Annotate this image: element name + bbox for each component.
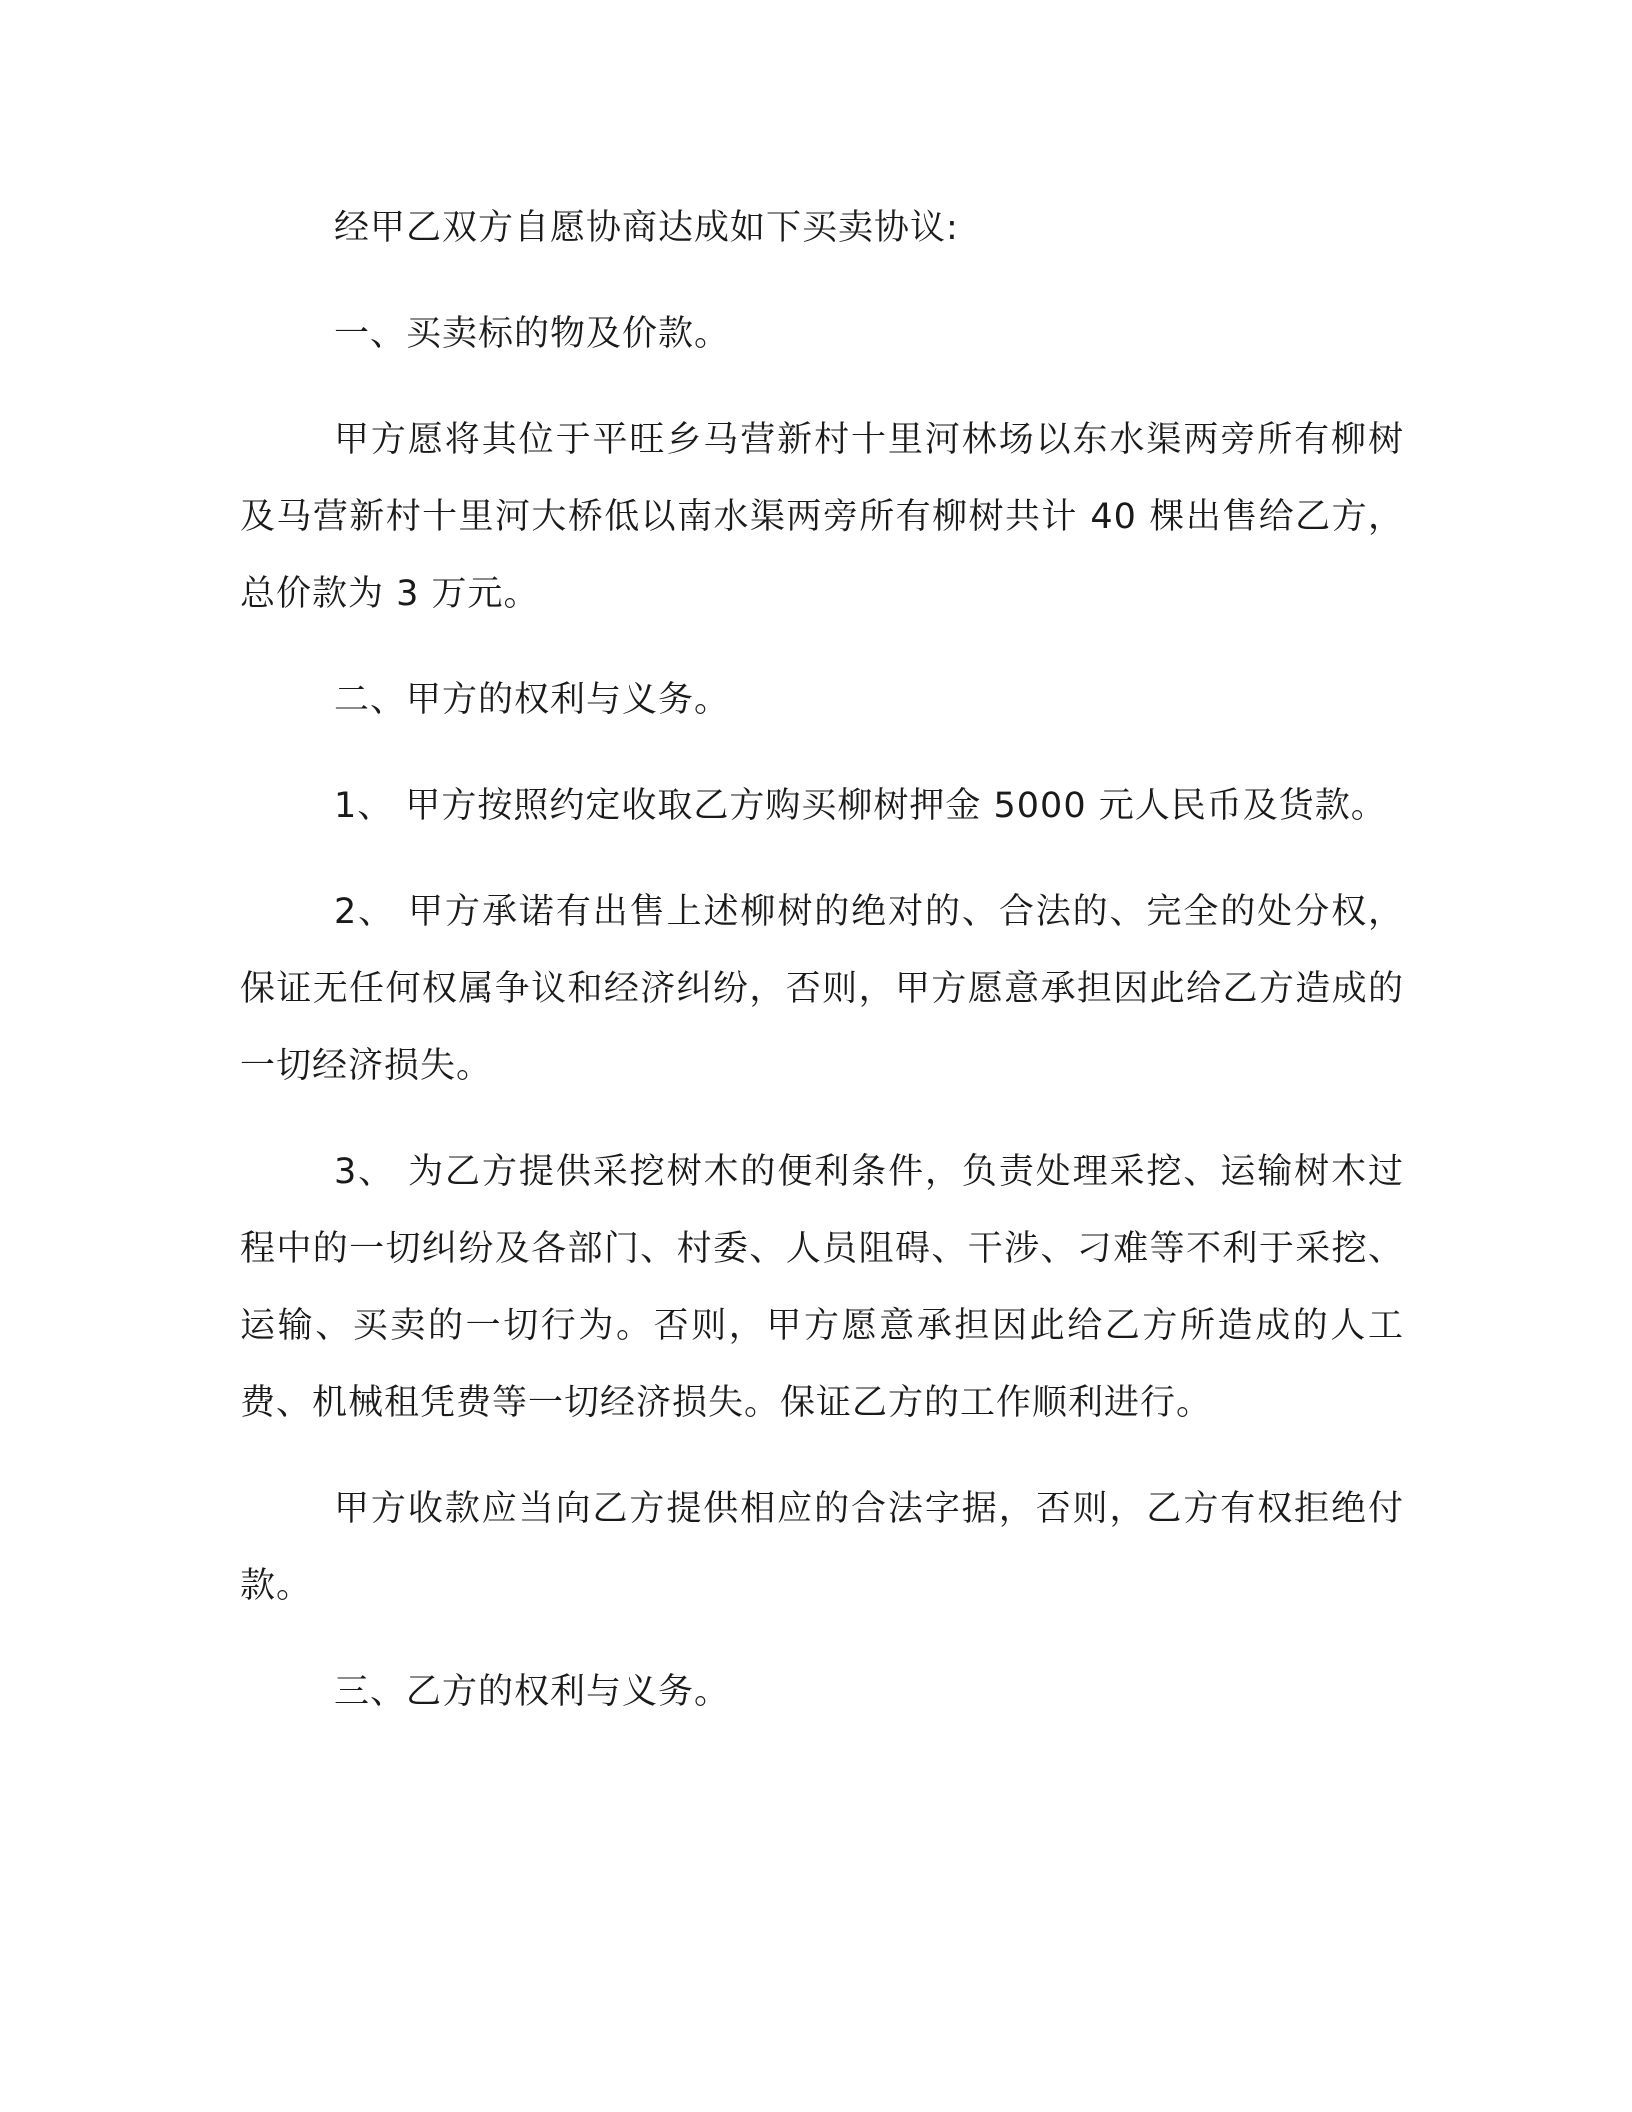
section-heading-2: 二、甲方的权利与义务。 <box>334 680 731 720</box>
clause-2-receipt: 甲方收款应当向乙方提供相应的合法字据，否则，乙方有权拒绝付款。 <box>240 1489 1404 1606</box>
clause-2-3: 3、 为乙方提供采挖树木的便利条件，负责处理采挖、运输树木过程中的一切纠纷及各部门、村委、人员阻碍、干涉、刁难等不利于采挖、运输、买卖的一切行为。否则，甲方愿意承担因此给乙方所造成的人工费、机械租凭费等一切经济损失。保证乙方的工作顺利进行。 <box>240 1152 1404 1423</box>
section-heading-3: 三、乙方的权利与义务。 <box>334 1672 731 1712</box>
clause-2-1: 1、 甲方按照约定收取乙方购买柳树押金 5000 元人民币及货款。 <box>334 786 1387 826</box>
agreement-intro: 经甲乙双方自愿协商达成如下买卖协议: <box>334 208 959 248</box>
document-body <box>240 190 1404 1731</box>
section-1-body: 甲方愿将其位于平旺乡马营新村十里河林场以东水渠两旁所有柳树及马营新村十里河大桥低以南水渠两旁所有柳树共计 40 棵出售给乙方，总价款为 3 万元。 <box>240 420 1404 614</box>
clause-2-2: 2、 甲方承诺有出售上述柳树的绝对的、合法的、完全的处分权，保证无任何权属争议和经济纠纷，否则，甲方愿意承担因此给乙方造成的一切经济损失。 <box>240 892 1404 1086</box>
section-heading-1: 一、买卖标的物及价款。 <box>334 314 731 354</box>
